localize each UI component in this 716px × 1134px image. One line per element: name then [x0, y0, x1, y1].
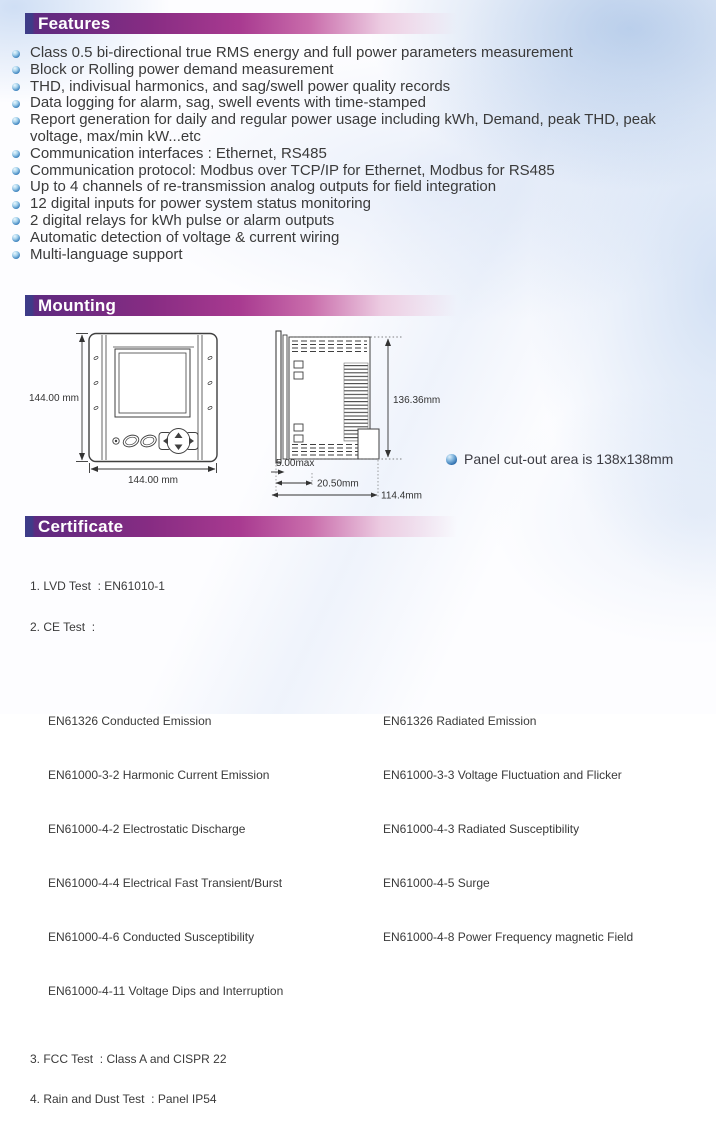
- ce-test-right-item: EN61326 Radiated Emission: [383, 714, 537, 728]
- bullet-ball-icon: [12, 167, 20, 175]
- certificate-title: Certificate: [38, 517, 124, 536]
- bullet-ball-icon: [12, 234, 20, 242]
- ce-test-row: [30, 769, 706, 783]
- feature-item: [12, 247, 702, 264]
- bullet-ball-icon: [12, 150, 20, 158]
- ce-test-right-item: EN61000-4-8 Power Frequency magnetic Field: [383, 930, 634, 944]
- feature-item-text: THD, indivisual harmonics, and sag/swell power quality records: [30, 77, 451, 95]
- section-header-features: [25, 13, 470, 34]
- ce-test-row: [30, 823, 706, 837]
- ce-test-row: [30, 931, 706, 945]
- feature-item-text: Communication protocol: Modbus over TCP/IP for Ethernet, Modbus for RS485: [30, 161, 555, 179]
- section-header-certificate: [25, 516, 470, 537]
- feature-item-text: Automatic detection of voltage & current wiring: [30, 228, 340, 246]
- feature-item-text: Class 0.5 bi-directional true RMS energy and full power parameters measurement: [30, 44, 573, 61]
- ce-test-left-item: EN61000-4-2 Electrostatic Discharge: [48, 822, 246, 836]
- bullet-ball-icon: [12, 251, 20, 259]
- section-header-mounting: [25, 295, 470, 316]
- ce-test-right-item: EN61000-4-5 Surge: [383, 876, 490, 890]
- feature-item: [12, 112, 702, 146]
- feature-item-text: 12 digital inputs for power system status monitoring: [30, 195, 371, 213]
- bullet-ball-icon: [12, 217, 20, 225]
- ce-test-line: 2. CE Test :: [30, 619, 96, 634]
- lvd-test-line: 1. LVD Test : EN61010-1: [30, 579, 165, 593]
- feature-item-text: 2 digital relays for kWh pulse or alarm outputs: [30, 211, 335, 229]
- feature-item: [12, 45, 702, 62]
- features-list: [12, 45, 702, 263]
- feature-item: [12, 230, 702, 247]
- ce-test-row: [30, 715, 706, 729]
- fcc-test-line: 3. FCC Test : Class A and CISPR 22: [30, 1051, 227, 1066]
- feature-item: [12, 179, 702, 196]
- bullet-ball-icon: [12, 83, 20, 91]
- bullet-ball-icon: [446, 454, 457, 465]
- panel-cutout-note-text: Panel cut-out area is 138x138mm: [464, 451, 674, 467]
- total-depth-label: 114.4mm: [381, 490, 422, 502]
- certificate-list: [30, 553, 706, 1134]
- features-title: Features: [38, 14, 111, 33]
- panel-thickness-label: 5.00max: [276, 458, 315, 469]
- ce-test-rows: [30, 661, 706, 1026]
- rain-dust-test-line: 4. Rain and Dust Test : Panel IP54: [30, 1092, 217, 1106]
- side-view-drawing: [270, 325, 446, 503]
- bullet-ball-icon: [12, 201, 20, 209]
- terminal-block: [358, 429, 379, 459]
- bullet-ball-icon: [12, 50, 20, 58]
- device-front-outline: [89, 334, 217, 462]
- ce-test-left-item: EN61000-4-6 Conducted Susceptibility: [48, 930, 255, 944]
- feature-item: [12, 196, 702, 213]
- feature-item-text: Data logging for alarm, sag, swell events with time-stamped: [30, 94, 427, 112]
- panel-cutout-note: [446, 451, 673, 467]
- feature-item: [12, 62, 702, 79]
- front-height-dimension-label: 144.00 mm: [28, 393, 79, 404]
- mounting-title: Mounting: [38, 296, 117, 315]
- ce-test-row: [30, 877, 706, 891]
- bullet-ball-icon: [12, 184, 20, 192]
- feature-item: [12, 163, 702, 180]
- bullet-ball-icon: [12, 117, 20, 125]
- feature-item-text: Multi-language support: [30, 245, 183, 263]
- ce-test-left-item: EN61326 Conducted Emission: [48, 714, 212, 728]
- feature-item-text: Up to 4 channels of re-transmission analog outputs for field integration: [30, 178, 497, 196]
- ce-test-left-item: EN61000-3-2 Harmonic Current Emission: [48, 768, 270, 782]
- front-view-drawing: [30, 332, 245, 488]
- device-side-outline: [276, 331, 402, 463]
- ce-test-left-item: EN61000-4-11 Voltage Dips and Interruption: [48, 984, 284, 998]
- feature-item-text: Report generation for daily and regular power usage including kWh, Demand, peak THD, peak voltage, max/min kW...etc: [30, 111, 656, 145]
- ce-test-right-item: [383, 985, 706, 999]
- clip-depth-label: 20.50mm: [317, 478, 359, 490]
- ce-test-right-item: EN61000-4-3 Radiated Susceptibility: [383, 822, 580, 836]
- feature-item-text: Communication interfaces : Ethernet, RS485: [30, 144, 327, 162]
- bullet-ball-icon: [12, 66, 20, 74]
- feature-item: [12, 213, 702, 230]
- feature-item: [12, 95, 702, 112]
- bullet-ball-icon: [12, 100, 20, 108]
- ce-test-left-item: EN61000-4-4 Electrical Fast Transient/Burst: [48, 876, 283, 890]
- feature-item-text: Block or Rolling power demand measurement: [30, 60, 334, 78]
- feature-item: [12, 146, 702, 163]
- side-height-dimension-label: 136.36mm: [393, 395, 441, 406]
- feature-item: [12, 79, 702, 96]
- front-width-dimension-label: 144.00 mm: [127, 475, 179, 486]
- ce-test-row: [30, 985, 706, 999]
- ce-test-right-item: EN61000-3-3 Voltage Fluctuation and Flicker: [383, 768, 622, 782]
